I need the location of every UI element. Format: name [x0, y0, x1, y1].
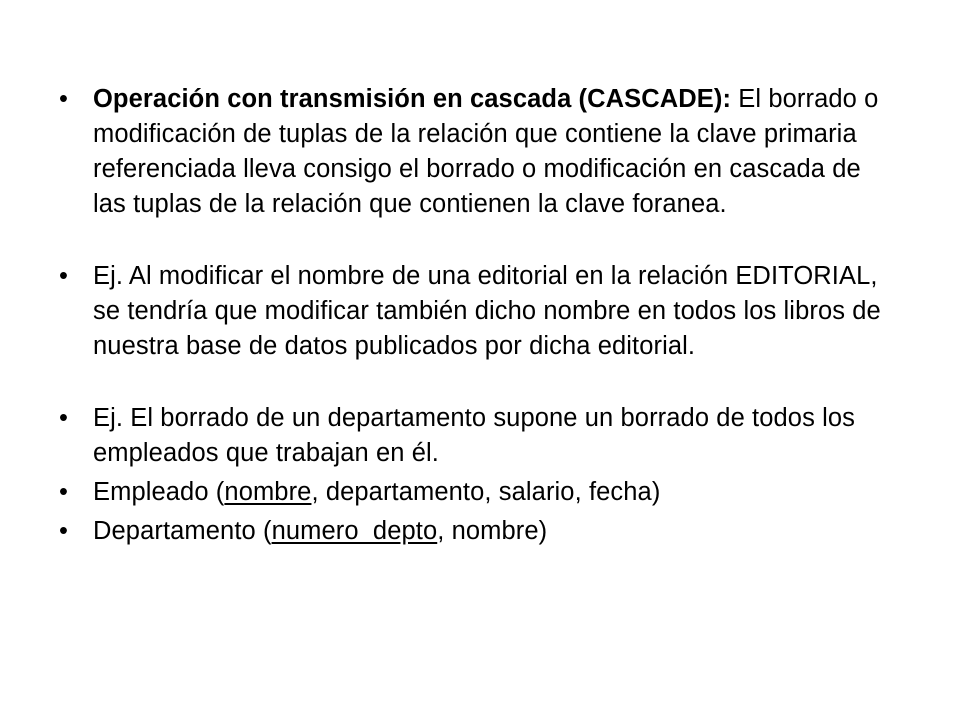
schema-empleado-key: nombre — [224, 478, 312, 506]
bullet-marker: • — [59, 478, 69, 506]
bullet-schema-departamento — [55, 514, 885, 549]
bullet-example-editorial — [55, 259, 885, 364]
cascade-heading: Operación con transmisión en cascada (CASCADE): — [93, 85, 732, 113]
bullet-list — [55, 82, 885, 549]
schema-departamento-prefix: Departamento ( — [93, 517, 272, 545]
example-editorial-text: Ej. Al modificar el nombre de una editorial en la relación EDITORIAL, se tendría que modificar también dicho nombre en todos los libros de nuestra base de datos publicados por dicha editorial. — [93, 262, 881, 360]
schema-empleado-suffix: , departamento, salario, fecha) — [311, 478, 661, 506]
example-departamento-text: Ej. El borrado de un departamento supone un borrado de todos los empleados que trabajan en él. — [93, 404, 855, 467]
bullet-example-departamento — [55, 401, 885, 471]
schema-departamento-suffix: , nombre) — [437, 517, 548, 545]
bullet-schema-empleado — [55, 475, 885, 510]
cascade-description: El borrado o modificación de tuplas de la relación que contiene la clave primaria referenciada lleva consigo el borrado o modificación en cascada de las tuplas de la relación que contienen la clave foranea. — [93, 85, 879, 218]
bullet-cascade-definition — [55, 82, 885, 222]
bullet-marker: • — [59, 85, 69, 113]
bullet-marker: • — [59, 517, 69, 545]
schema-departamento-key: numero_depto — [271, 517, 438, 545]
bullet-marker: • — [59, 262, 69, 290]
bullet-marker: • — [59, 404, 69, 432]
schema-empleado-prefix: Empleado ( — [93, 478, 225, 506]
